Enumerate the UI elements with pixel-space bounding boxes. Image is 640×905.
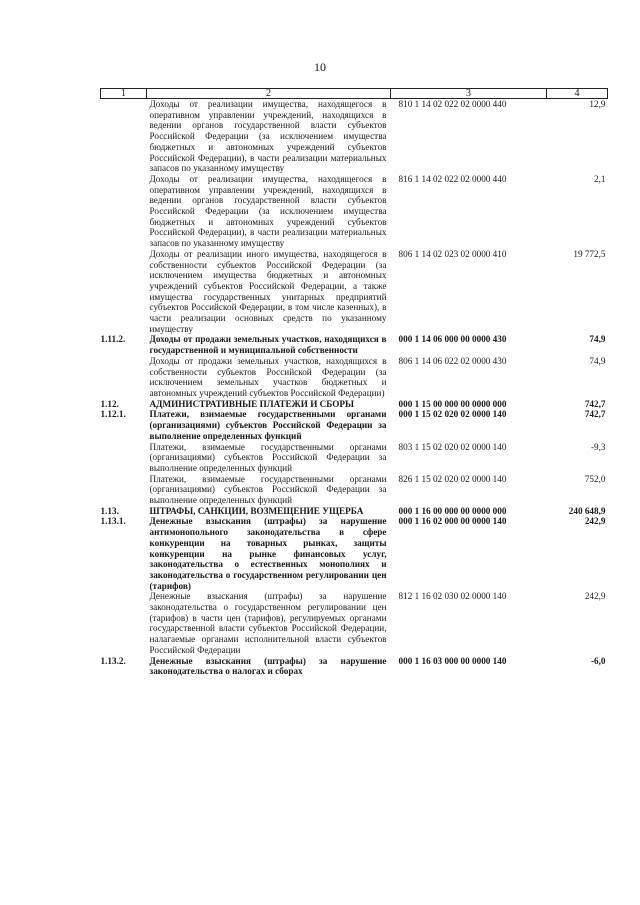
row-number (101, 356, 147, 399)
row-code: 000 1 16 00 000 00 0000 000 (398, 505, 507, 516)
row-amount: 74,9 (589, 334, 606, 345)
table-row (101, 399, 608, 410)
row-code: 806 1 14 02 023 02 0000 410 (398, 248, 507, 259)
row-amount: 752,0 (584, 473, 606, 484)
row-amount: 12,9 (589, 99, 606, 109)
row-number (101, 99, 147, 174)
row-description: Денежные взыскания (штрафы) за нарушение законодательства о налогах и сборах (149, 655, 387, 677)
row-code: 806 1 14 06 022 02 0000 430 (398, 355, 507, 366)
table-row (101, 516, 608, 591)
row-number: 1.13.2. (100, 655, 126, 666)
row-code: 000 1 16 03 000 00 0000 140 (398, 655, 507, 666)
page-number: 10 (314, 60, 326, 74)
table-body (101, 99, 608, 677)
row-amount: 19 772,5 (573, 248, 606, 259)
row-code: 826 1 15 02 020 02 0000 140 (398, 473, 507, 484)
row-description: Доходы от продажи земельных участков, находящихся в государственной и муниципальной собственности (149, 334, 387, 356)
row-description: АДМИНИСТРАТИВНЫЕ ПЛАТЕЖИ И СБОРЫ (149, 398, 355, 409)
row-amount: 742,7 (584, 409, 606, 420)
table-row (101, 506, 608, 517)
table-row (101, 656, 608, 677)
column-header-1: 1 (101, 89, 147, 99)
row-number: 1.11.2. (100, 334, 126, 345)
row-description: Денежные взыскания (штрафы) за нарушение законодательства о государственном регулировании цен (тарифов) в части цен (тарифов), регулируемых органами государственной власти субъектов Российской Федерации, налагаемые органами исполнительной власти субъектов Российской Федерации (149, 591, 387, 655)
row-amount: 742,7 (584, 398, 606, 409)
row-number: 1.12. (100, 398, 119, 409)
row-amount: 74,9 (589, 355, 606, 366)
row-amount: -6,0 (590, 655, 606, 666)
row-code: 812 1 16 02 030 02 0000 140 (398, 591, 507, 602)
column-header-2: 2 (147, 89, 391, 99)
row-number: 1.12.1. (100, 409, 126, 420)
row-number (101, 591, 147, 655)
row-description: Доходы от реализации иного имущества, находящегося в собственности субъектов Российской Федерации (за исключением имущества бюджетных и автономных учреждений субъектов Российской Федерации, а также имущества государственных унитарных предприятий субъектов Российской Федерации, в том числе казенных), в части реализации основных средств по указанному имуществу (149, 248, 387, 334)
table-row (101, 356, 608, 399)
row-description: Денежные взыскания (штрафы) за нарушение антимонопольного законодательства в сфере конкуренции на товарных рынках, защиты конкуренции на рынке финансовых услуг, законодательства о естественных монополиях и законодательства о государственном регулировании цен (тарифов) (149, 516, 387, 591)
row-number: 1.13.1. (100, 516, 126, 527)
row-description: Доходы от реализации имущества, находящегося в оперативном управлении учреждений, находящихся в ведении органов государственной власти субъектов Российской Федерации (за исключением имущества бюджетных и автономных учреждений субъектов Российской Федерации), в части реализации материальных запасов по указанному имуществу (149, 173, 387, 249)
table-row (101, 99, 608, 174)
table-row (101, 174, 608, 249)
row-description: Платежи, взимаемые государственными органами (организациями) субъектов Российской Федерации за выполнение определенных функций (149, 441, 387, 473)
column-header-4: 4 (547, 89, 608, 99)
row-code: 000 1 15 00 000 00 0000 000 (398, 398, 507, 409)
table-header (101, 89, 608, 99)
row-number (101, 474, 147, 506)
table-row (101, 409, 608, 441)
row-code: 803 1 15 02 020 02 0000 140 (398, 441, 507, 452)
row-amount: 240 648,9 (568, 505, 606, 516)
column-header-3: 3 (391, 89, 547, 99)
revenue-table (100, 88, 608, 677)
table-row (101, 334, 608, 355)
row-number (101, 442, 147, 474)
table-row (101, 591, 608, 655)
row-description: ШТРАФЫ, САНКЦИИ, ВОЗМЕЩЕНИЕ УЩЕРБА (149, 505, 364, 516)
row-amount: -9,3 (590, 441, 606, 452)
table-row (101, 442, 608, 474)
row-amount: 2,1 (594, 173, 606, 184)
row-description: Доходы от продажи земельных участков, находящихся в собственности субъектов Российской Федерации (за исключением земельных участков бюджетных и автономных учреждений субъектов Российской Федерации) (149, 355, 387, 398)
row-code: 000 1 15 02 020 02 0000 140 (398, 409, 507, 420)
row-code: 810 1 14 02 022 02 0000 440 (398, 99, 507, 109)
table-row (101, 249, 608, 335)
row-amount: 242,9 (584, 516, 606, 527)
row-number (101, 174, 147, 249)
row-code: 816 1 14 02 022 02 0000 440 (398, 173, 507, 184)
row-code: 000 1 14 06 000 00 0000 430 (398, 334, 507, 345)
row-amount: 242,9 (584, 591, 606, 602)
row-number (101, 249, 147, 335)
row-description: Платежи, взимаемые государственными органами (организациями) субъектов Российской Федерации за выполнение определенных функций (149, 409, 387, 441)
row-code: 000 1 16 02 000 00 0000 140 (398, 516, 507, 527)
row-number: 1.13. (100, 505, 119, 516)
row-description: Доходы от реализации имущества, находящегося в оперативном управлении учреждений, находящихся в ведении органов государственной власти субъектов Российской Федерации (за исключением имущества бюджетных и автономных учреждений субъектов Российской Федерации), в части реализации материальных запасов по указанному имуществу (149, 99, 387, 174)
table-row (101, 474, 608, 506)
row-description: Платежи, взимаемые государственными органами (организациями) субъектов Российской Федерации за выполнение определенных функций (149, 473, 387, 506)
